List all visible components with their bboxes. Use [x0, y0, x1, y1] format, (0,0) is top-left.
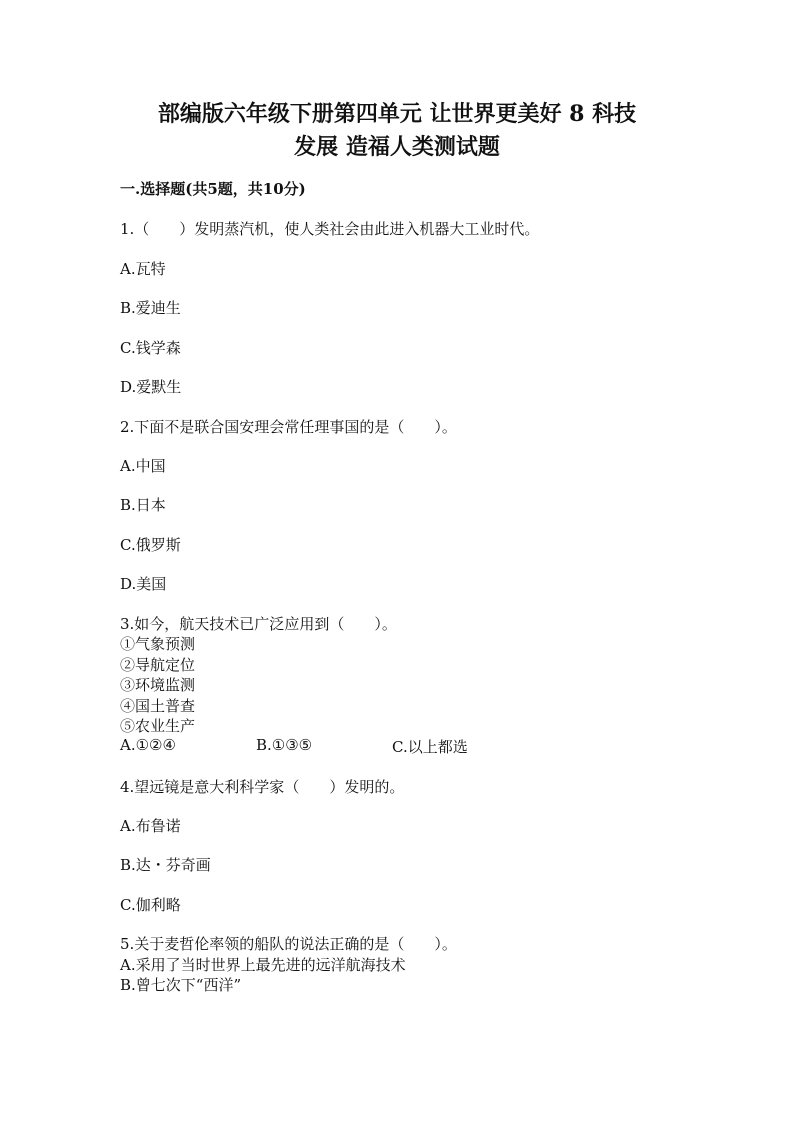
list-item: ①气象预测 [120, 635, 196, 653]
question-stem: 5.关于麦哲伦率领的船队的说法正确的是（ ）。 [120, 935, 457, 953]
option-b: B.①③⑤ [256, 736, 313, 754]
option-b: B.爱迪生 [120, 299, 181, 317]
option-b: B.曾七次下“西洋” [120, 976, 242, 994]
option-a: A.采用了当时世界上最先进的远洋航海技术 [120, 956, 406, 974]
list-item: ②导航定位 [120, 656, 196, 674]
question-stem: 4.望远镜是意大利科学家（ ）发明的。 [120, 778, 405, 796]
list-item: ⑤农业生产 [120, 717, 196, 735]
list-item: ④国土普查 [120, 697, 196, 715]
question-stem: 1.（ ）发明蒸汽机，使人类社会由此进入机器大工业时代。 [120, 220, 540, 238]
option-c: C.俄罗斯 [120, 536, 181, 554]
option-a: A.中国 [120, 457, 166, 475]
title-line-1: 部编版六年级下册第四单元 让世界更美好 8 科技 [157, 101, 637, 127]
option-a: A.布鲁诺 [120, 817, 181, 835]
option-b: B.日本 [120, 496, 166, 514]
option-c: C.伽利略 [120, 896, 181, 914]
option-c: C.以上都选 [392, 738, 468, 756]
title-line-2: 发展 造福人类测试题 [294, 134, 500, 160]
option-a: A.①②④ [120, 736, 176, 754]
list-item: ③环境监测 [120, 676, 196, 694]
question-stem: 2.下面不是联合国安理会常任理事国的是（ ）。 [120, 418, 457, 436]
option-d: D.美国 [120, 575, 167, 593]
section-heading: 一.选择题(共5题，共10分) [120, 180, 306, 198]
question-stem: 3.如今，航天技术已广泛应用到（ ）。 [120, 615, 397, 633]
option-d: D.爱默生 [120, 378, 182, 396]
option-a: A.瓦特 [120, 260, 166, 278]
option-c: C.钱学森 [120, 339, 181, 357]
option-b: B.达・芬奇画 [120, 856, 211, 874]
